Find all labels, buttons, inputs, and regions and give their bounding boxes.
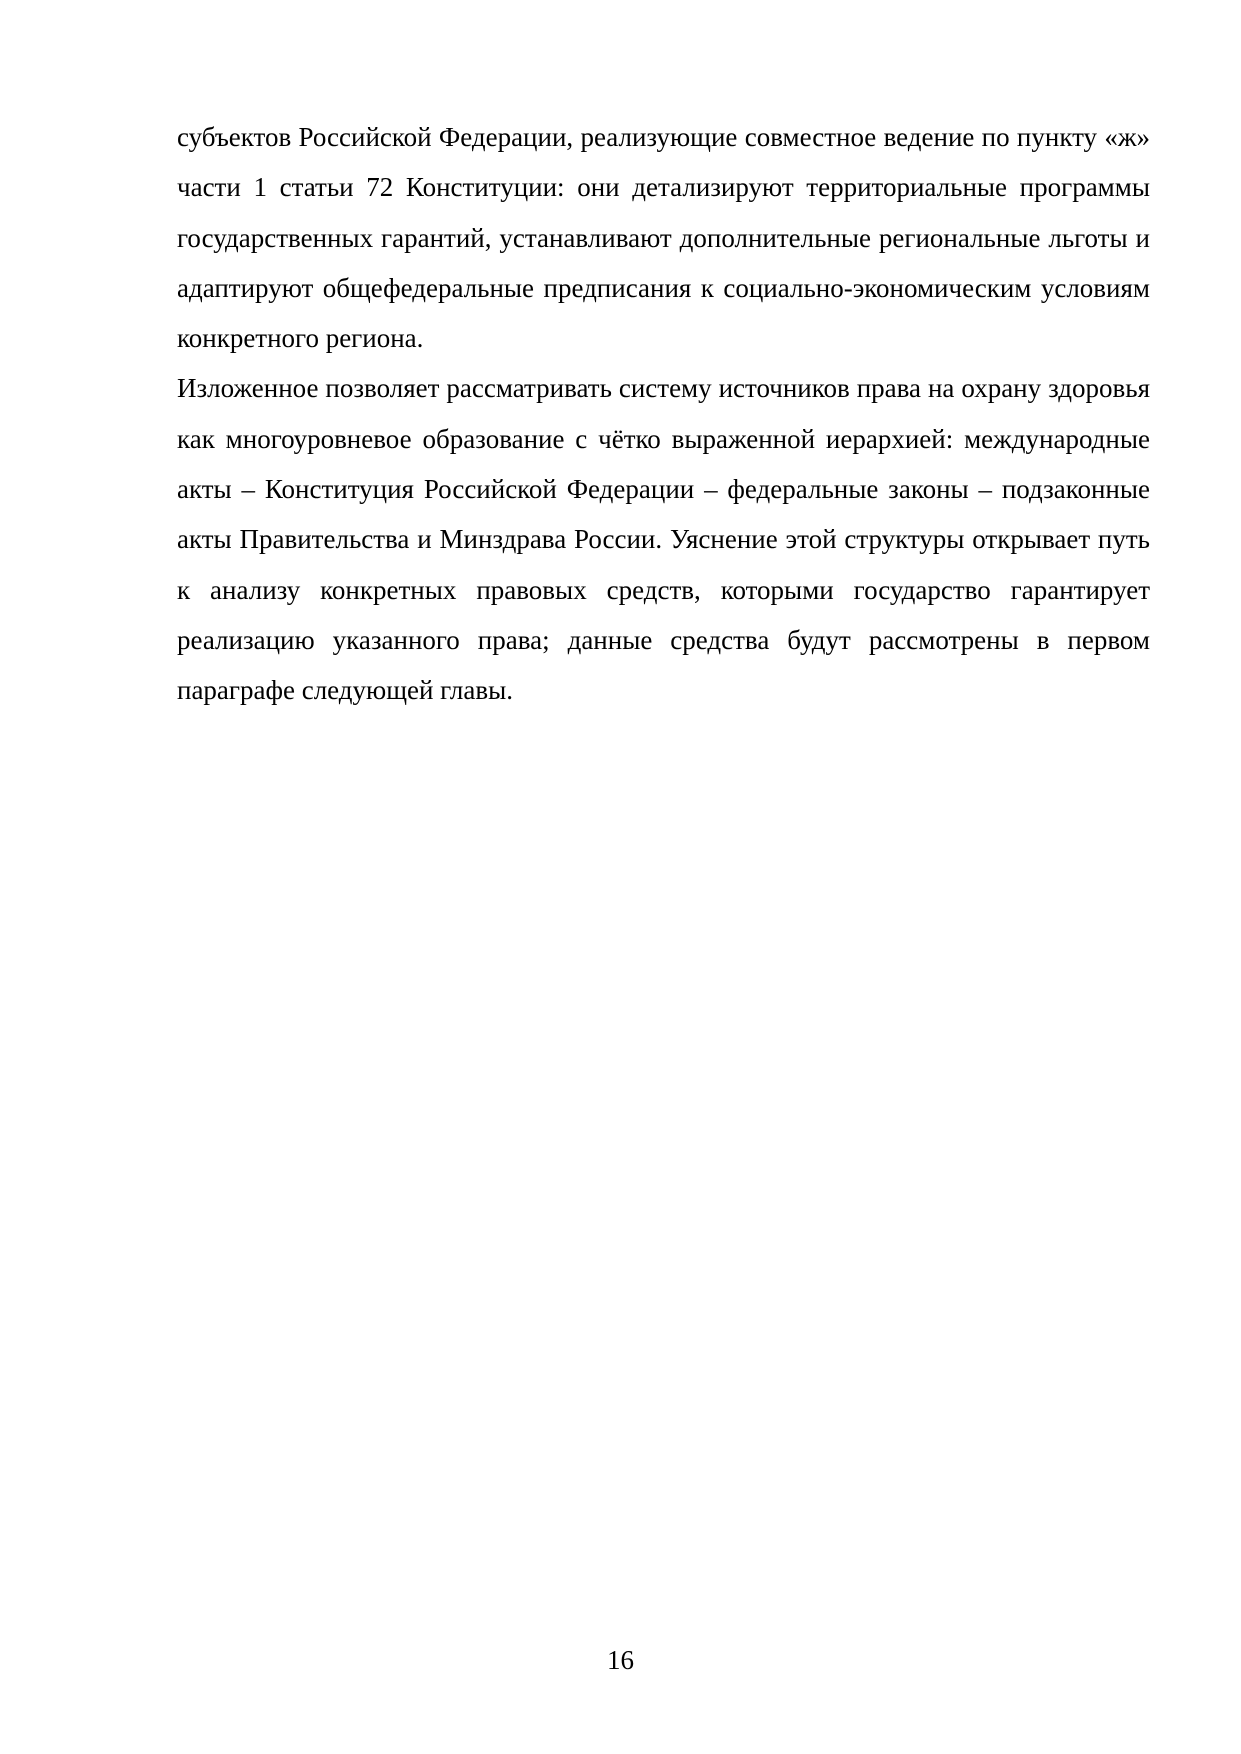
paragraph-continuation: субъектов Российской Федерации, реализующие совместное ведение по пункту «ж» части 1 статьи 72 Конституции: они детализируют территориальные программы государственных гарантий, устанавливают дополнительные региональные льготы и адаптируют общефедеральные предписания к социально-экономическим условиям конкретного региона.	[177, 122, 1150, 354]
page-number: 16	[607, 1645, 634, 1675]
paragraph-conclusion: Изложенное позволяет рассматривать систему источников права на охрану здоровья как многоуровневое образование с чётко выраженной иерархией: международные акты – Конституция Российской Федерации – федеральные законы – подзаконные акты Правительства и Минздрава России. Уяснение этой структуры открывает путь к анализу конкретных правовых средств, которыми государство гарантирует реализацию указанного права; данные средства будут рассмотрены в первом параграфе следующей главы.	[177, 373, 1150, 706]
body-text	[177, 112, 1150, 716]
